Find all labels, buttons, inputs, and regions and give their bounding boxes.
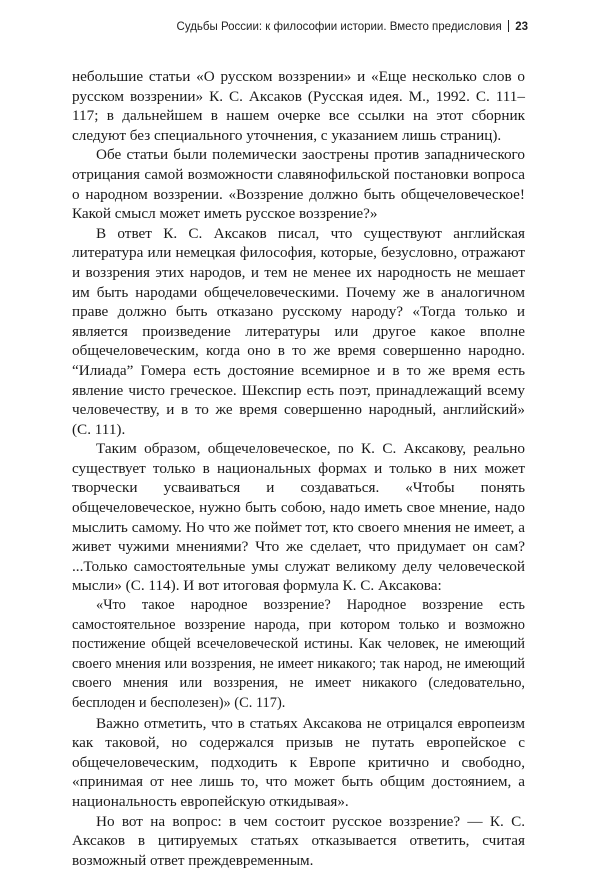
paragraph: Но вот на вопрос: в чем состоит русское воззрение? — К. С. Аксаков в цитируемых статьях отказывается ответить, считая возможный ответ преждевременным. xyxy=(72,812,525,869)
running-title: Судьбы России: к философии истории. Вместо предисловия xyxy=(176,21,502,33)
paragraph: В ответ К. С. Аксаков писал, что существуют английская литература или немецкая философия, которые, безусловно, отражают и воззрения этих народов, и тем не менее их народность не мешает им быть народами общечеловеческими. Почему же в аналогичном праве должно быть отказано русскому народу? «Тогда только и является произведение литературы или другое какое вполне общечеловеческим, когда оно в то же время совершенно народно. “Илиада” Гомера есть достояние всемирное и в то же время есть явление чисто греческое. Шекспир есть поэт, принадлежащий всему человечеству, и в то же время совершенно народный, английский» (С. 111). xyxy=(72,224,525,438)
paragraph: Обе статьи были полемически заострены против западнического отрицания самой возможности славянофильской постановки вопроса о народном воззрении. «Воззрение должно быть общечеловеческое! Какой смысл может иметь русское воззрение?» xyxy=(72,146,525,223)
paragraph: небольшие статьи «О русском воззрении» и «Еще несколько слов о русском воззрении» К. С. Аксаков (Русская идея. М., 1992. С. 111–117; в дальнейшем в нашем очерке все ссылки на этот сборник следуют без специального уточнения, с указанием лишь страниц). xyxy=(72,68,525,144)
paragraph: Важно отметить, что в статьях Аксакова не отрицался европеизм как таковой, но содержался призыв не путать европейское с общечеловеческим, подходить к Европе критично и свободно, «принимая от нее лишь то, что может быть общим достоянием, а национальность европейскую откидывая». xyxy=(72,714,525,810)
header-divider xyxy=(508,20,510,32)
block-quote: «Что такое народное воззрение? Народное воззрение есть самостоятельное воззрение народа, при котором только и возможно постижение общей всечеловеческой истины. Как человек, не имеющий своего мнения или воззрения, не имеет никакого; так народ, не имеющий своего мнения или воззрения, не имеет никакого (следовательно, бесплоден и бесполезен)» (С. 117). xyxy=(72,597,525,711)
running-header xyxy=(177,20,528,33)
page-number: 23 xyxy=(515,21,528,33)
paragraph: Таким образом, общечеловеческое, по К. С. Аксакову, реально существует только в национальных формах и только в них может творчески усваиваться и создаваться. «Чтобы понять общечеловеческое, нужно быть собою, надо иметь свое мнение, надо мыслить самому. Но что же поймет тот, кто своего мнения не имеет, а живет чужими мнениями? Что же сделает, что придумает он сам? ...Только самостоятельные умы служат великому делу человеческой мысли» (С. 114). И вот итоговая формула К. С. Аксакова: xyxy=(72,440,525,595)
